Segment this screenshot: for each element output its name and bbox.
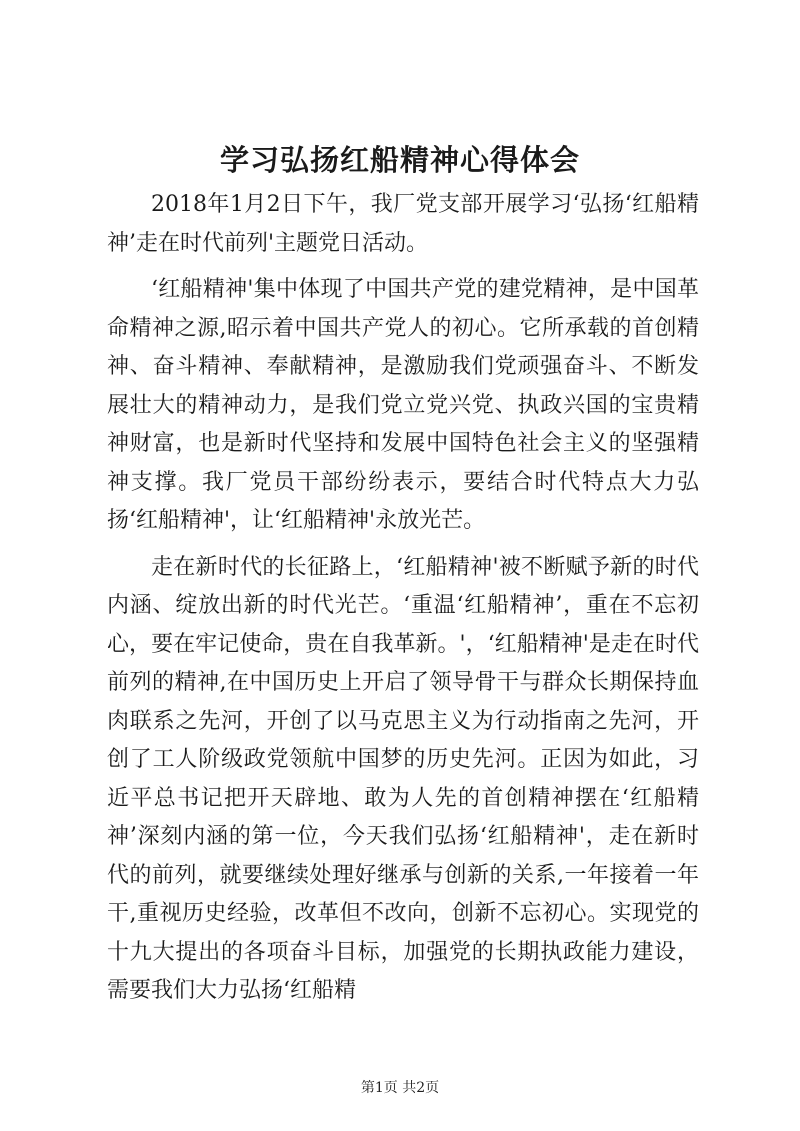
document-title: 学习弘扬红船精神心得体会 — [219, 143, 580, 177]
page-number-footer: 第1页 共2页 — [360, 1080, 440, 1096]
document-body — [107, 186, 699, 1019]
paragraph-2: ‘红船精神'集中体现了中国共产党的建党精神，是中国革命精神之源,昭示着中国共产党人的初心。它所承载的首创精神、奋斗精神、奉献精神，是激励我们党顽强奋斗、不断发展壮大的精神动力，是我们党立党兴党、执政兴国的宝贵精神财富，也是新时代坚持和发展中国特色社会主义的坚强精神支撑。我厂党员干部纷纷表示，要结合时代特点大力弘扬‘红船精神'，让‘红船精神'永放光芒。 — [107, 277, 699, 533]
paragraph-3: 走在新时代的长征路上，‘红船精神'被不断赋予新的时代内涵、绽放出新的时代光芒。‘重温‘红船精神’，重在不忘初心，要在牢记使命，贵在自我革新。'，‘红船精神'是走在时代前列的精神,在中国历史上开启了领导骨干与群众长期保持血肉联系之先河，开创了以马克思主义为行动指南之先河，开创了工人阶级政党领航中国梦的历史先河。正因为如此，习近平总书记把开天辟地、敢为人先的首创精神摆在‘红船精神’深刻内涵的第一位，今天我们弘扬‘红船精神'，走在新时代的前列，就要继续处理好继承与创新的关系,一年接着一年干,重视历史经验，改革但不改向，创新不忘初心。实现党的十九大提出的各项奋斗目标，加强党的长期执政能力建设，需要我们大力弘扬‘红船精 — [107, 554, 699, 1003]
paragraph-1: 2018年1月2日下午，我厂党支部开展学习‘弘扬‘红船精神’走在时代前列'主题党日活动。 — [107, 192, 699, 256]
